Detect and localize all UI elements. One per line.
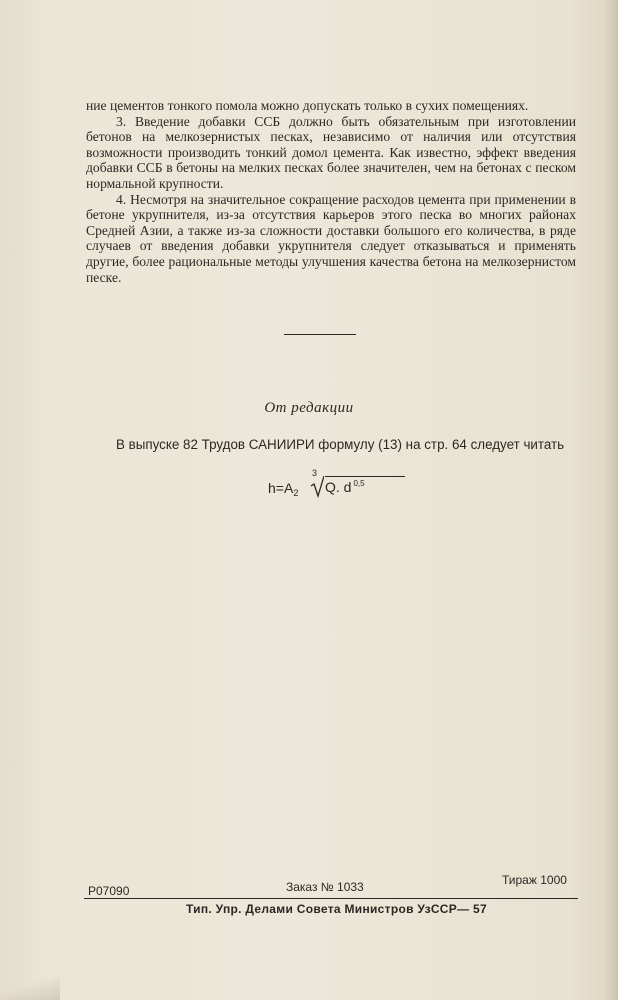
paragraph-3: 3. Введение добавки ССБ должно быть обязательным при изготовлении бетонов на мелкозернистых песках, независимо от наличия или отсутствия возможности производить тонкий домол цемента. Как известно, эффект введения добавки ССБ в бетоны на мелких песках более значителен, чем на бетонах с песком нормальной крупности. — [86, 113, 576, 191]
body-text — [86, 98, 576, 285]
formula-lhs: $h=A_2$ — [268, 480, 299, 498]
page-corner-fold — [0, 960, 60, 1000]
formula-radicand: Q. d $^{0,5}$ — [325, 476, 405, 497]
paragraph-continuation: ние цементов тонкого помола можно допускать только в сухих помещениях. — [86, 98, 529, 113]
root-index: 3 — [312, 468, 318, 478]
formula-subscript: 2 — [293, 488, 299, 498]
page-edge-shadow — [604, 0, 618, 1000]
formula-exponent: 0,5 — [353, 479, 365, 488]
printer-imprint: Тип. Упр. Делами Совета Министров УзССР— 57 — [186, 902, 487, 916]
section-divider — [284, 334, 356, 335]
order-number: Заказ № 1033 — [286, 880, 364, 894]
paragraph-4: 4. Несмотря на значительное сокращение расходов цемента при применении в бетоне укрупнителя, из-за отсутствия карьеров этого песка во многих районах Средней Азии, а также из-за сложности доставки большого его количества, в ряде случаев от введения добавки укрупнителя следует отказываться и применять другие, более рациональные методы улучшения качества бетона на мелкозернистом песке. — [86, 191, 576, 285]
footer-rule — [84, 898, 578, 899]
publication-code: Р07090 — [88, 884, 130, 898]
print-run: Тираж 1000 — [502, 873, 567, 887]
editorial-heading: От редакции — [264, 400, 354, 416]
erratum-text: В выпуске 82 Трудов САНИИРИ формулу (13) на стр. 64 следует читать — [116, 437, 565, 452]
